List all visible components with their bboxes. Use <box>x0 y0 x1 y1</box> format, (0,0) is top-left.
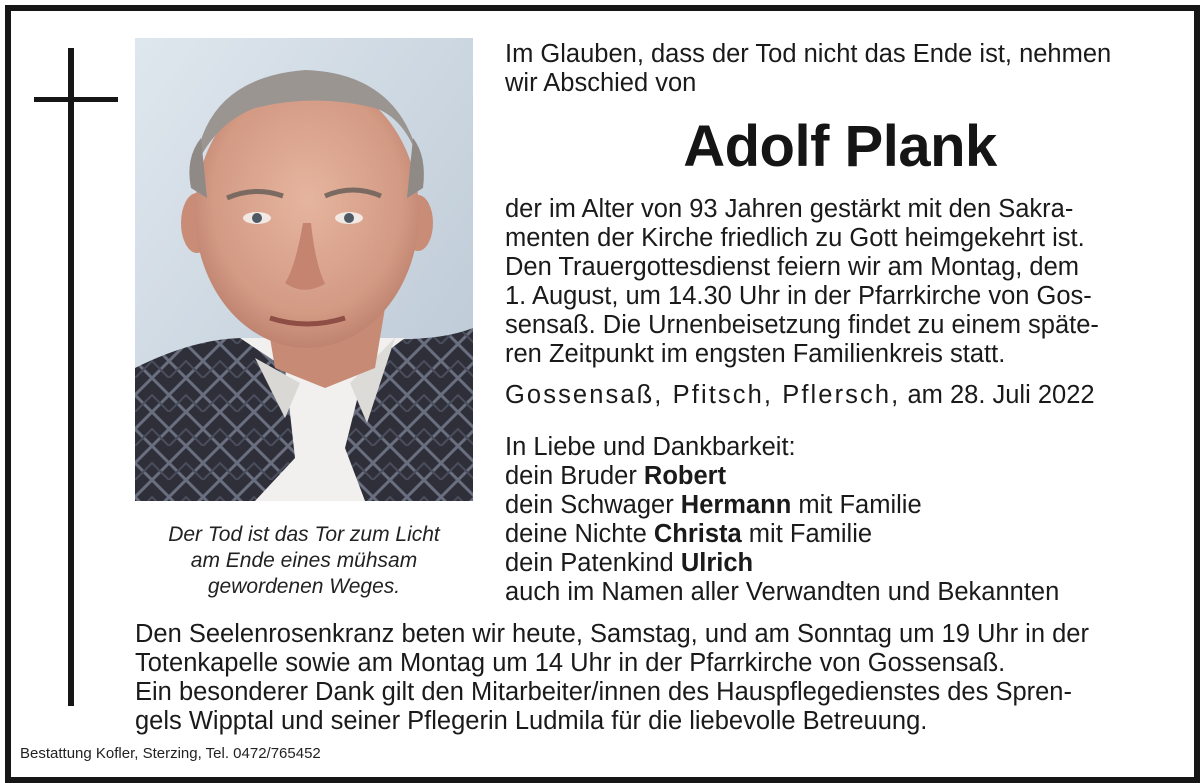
rosary-thanks-text <box>135 620 1175 736</box>
bottom-line: gels Wipptal und seiner Pflegerin Ludmila für die liebevolle Betreuung. <box>135 707 928 735</box>
place-names: Gossensaß, Pfitsch, Pflersch, <box>505 381 901 409</box>
signer-name: Ulrich <box>680 549 754 577</box>
motto-line: gewordenen Weges. <box>207 575 401 598</box>
cross-icon <box>68 48 74 706</box>
signer-name: Hermann <box>680 491 792 519</box>
signers-intro: In Liebe und Dankbarkeit: <box>505 433 796 461</box>
body-line: menten der Kirche friedlich zu Gott heimgekehrt ist. <box>505 224 1085 252</box>
intro-text <box>505 40 1165 98</box>
motto-line: am Ende eines mühsam <box>190 549 418 572</box>
funeral-home-footer: Bestattung Kofler, Sterzing, Tel. 0472/765452 <box>20 745 321 762</box>
body-line: Den Trauergottesdienst feiern wir am Montag, dem <box>505 253 1080 281</box>
portrait-photo <box>135 38 473 501</box>
place-date <box>505 381 1175 410</box>
signers-closing: auch im Namen aller Verwandten und Bekannten <box>505 578 1060 606</box>
signers-block <box>505 433 1175 607</box>
cross-icon-bar <box>34 97 118 102</box>
date-text: am 28. Juli 2022 <box>907 381 1095 409</box>
signer-line: deine Nichte Christa mit Familie <box>505 520 873 548</box>
signer-name: Christa <box>653 520 742 548</box>
signer-line: dein Bruder Robert <box>505 462 727 490</box>
bottom-line: Ein besonderer Dank gilt den Mitarbeiter/innen des Hauspflegedienstes des Spren- <box>135 678 1072 706</box>
motto-quote <box>135 522 473 600</box>
body-line: 1. August, um 14.30 Uhr in der Pfarrkirche von Gos- <box>505 282 1092 310</box>
motto-line: Der Tod ist das Tor zum Licht <box>168 523 440 546</box>
signer-line: dein Patenkind Ulrich <box>505 549 754 577</box>
intro-line: wir Abschied von <box>505 69 697 97</box>
body-line: ren Zeitpunkt im engsten Familienkreis statt. <box>505 340 1006 368</box>
body-line: sensaß. Die Urnenbeisetzung findet zu einem späte- <box>505 311 1099 339</box>
intro-line: Im Glauben, dass der Tod nicht das Ende ist, nehmen <box>505 40 1112 68</box>
body-line: der im Alter von 93 Jahren gestärkt mit den Sakra- <box>505 195 1074 223</box>
announcement-text <box>505 195 1175 369</box>
signer-line: dein Schwager Hermann mit Familie <box>505 491 922 519</box>
deceased-name: Adolf Plank <box>683 114 997 179</box>
signer-name: Robert <box>643 462 727 490</box>
bottom-line: Den Seelenrosenkranz beten wir heute, Samstag, und am Sonntag um 19 Uhr in der <box>135 620 1089 648</box>
bottom-line: Totenkapelle sowie am Montag um 14 Uhr in der Pfarrkirche von Gossensaß. <box>135 649 1006 677</box>
